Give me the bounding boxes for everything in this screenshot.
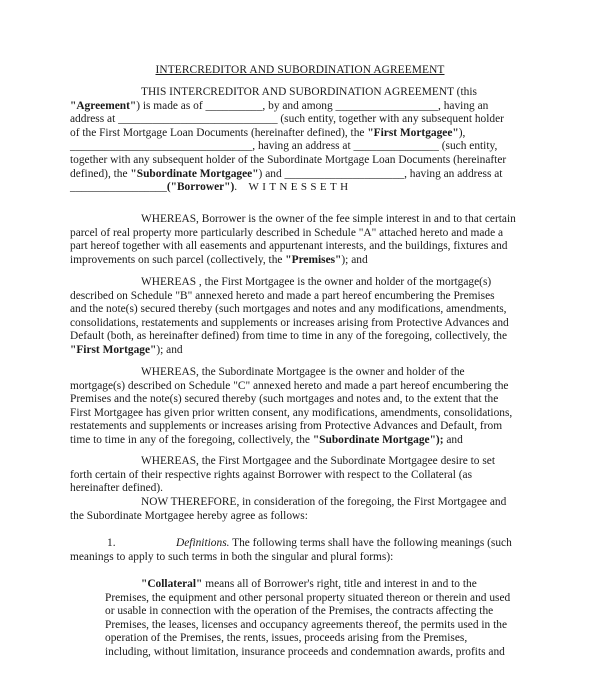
preamble-line: address at ____________________________ (such entity, together with any subsequent holder — [70, 113, 504, 126]
recital-line: hereinafter defined). — [70, 482, 163, 495]
defined-term-first-mortgage: "First Mortgage" — [70, 343, 157, 356]
preamble-text: of the First Mortgage Loan Documents (hereinafter defined), the — [70, 126, 368, 139]
recital-text: and — [443, 433, 463, 446]
recital-text: ); and — [156, 343, 183, 356]
definition-line — [105, 578, 545, 592]
preamble-text: _________________ — [70, 181, 167, 194]
defined-term-borrower: ("Borrower") — [166, 181, 235, 194]
recital-paragraph — [70, 455, 540, 496]
recital-line: forth certain of their respective rights against Borrower with respect to the Collateral (as — [70, 468, 473, 481]
section-heading: Definitions. — [176, 537, 230, 549]
recital-line: described on Schedule "B" annexed hereto and made a part hereof encumbering the Premises — [70, 289, 495, 302]
definition-text: means all of Borrower's right, title and interest in and to the — [202, 578, 477, 590]
defined-term-subordinate-mortgage: "Subordinate Mortgage"); — [312, 433, 444, 446]
now-therefore-paragraph — [70, 496, 540, 523]
defined-term-premises: "Premises" — [285, 253, 342, 266]
recital-line: Default (both, as hereinafter defined) from time to time in any of the foregoing, collectively, the — [70, 330, 508, 343]
section-text: The following terms shall have the following meanings (such — [229, 537, 512, 549]
defined-term-agreement: "Agreement" — [70, 99, 137, 112]
preamble-paragraph — [70, 86, 540, 195]
definition-line: Premises, the equipment and other personal property situated thereon or therein and used — [105, 591, 511, 604]
defined-term-first-mortgagee: "First Mortgagee" — [367, 126, 459, 139]
definition-line: Premises, the leases, licenses and occupancy agreements thereof, the permits used in the — [105, 618, 508, 631]
preamble-line — [70, 127, 540, 141]
witnesseth-heading: WITNESSETH — [248, 181, 352, 193]
section-definitions — [70, 537, 540, 564]
now-therefore-line: the Subordinate Mortgagee hereby agree as follows: — [70, 509, 308, 522]
recital-line: WHEREAS, the First Mortgagee and the Subordinate Mortgagee desire to set — [141, 455, 495, 467]
recital-paragraph — [70, 276, 540, 358]
recital-line: restatements and supplements or increases arising from Protective Advances and Default, from — [70, 420, 503, 433]
preamble-line: together with any subsequent holder of the Subordinate Mortgage Loan Documents (hereinafter — [70, 153, 507, 166]
preamble-line — [70, 100, 540, 114]
recital-line: parcel of real property more particularly described in Schedule "A" attached hereto and made a — [70, 226, 504, 239]
recital-line: WHEREAS, the Subordinate Mortgagee is the owner and holder of the — [141, 366, 465, 378]
recital-line — [70, 254, 540, 268]
section-number: 1. — [107, 537, 116, 549]
preamble-text: ) is made as of __________, by and among __________________, having an — [136, 99, 489, 112]
recital-line — [70, 434, 540, 448]
recital-text: improvements on such parcel (collectively, the — [70, 253, 286, 266]
recital-paragraph — [70, 213, 540, 267]
collateral-definition — [105, 578, 545, 660]
definition-line: including, without limitation, insurance proceeds and condemnation awards, profits and — [105, 645, 505, 658]
definition-line: or usable in connection with the operation of the Premises, the contracts affecting the — [105, 605, 494, 618]
defined-term-collateral: "Collateral" — [141, 578, 203, 590]
recital-text: ); and — [341, 253, 368, 266]
recital-line: and the note(s) secured thereby (such mortgages and notes and any modifications, amendments, — [70, 303, 507, 316]
defined-term-subordinate-mortgagee: "Subordinate Mortgagee" — [130, 167, 259, 180]
recital-text: time to time in any of the foregoing, collectively, the — [70, 433, 313, 446]
recital-line: Premises and the note(s) secured thereby (such mortgages and notes and, to the extent that the — [70, 393, 499, 406]
definition-line: operation of the Premises, the rents, issues, proceeds arising from the Premises, — [105, 632, 468, 645]
preamble-text: defined), the — [70, 167, 131, 180]
document-title: INTERCREDITOR AND SUBORDINATION AGREEMENT — [155, 64, 445, 76]
preamble-text: ), — [458, 126, 466, 139]
now-therefore-line: NOW THEREFORE, in consideration of the foregoing, the First Mortgagee and — [141, 496, 507, 508]
preamble-line: THIS INTERCREDITOR AND SUBORDINATION AGREEMENT (this — [141, 86, 477, 98]
section-line: meanings to apply to such terms in both the singular and plural forms): — [70, 550, 394, 563]
preamble-line — [70, 168, 540, 182]
section-heading-line — [70, 537, 540, 551]
preamble-line: ________________________________, having an address at _______________ (such entity, — [70, 140, 498, 153]
recital-line: mortgage(s) described on Schedule "C" annexed hereto and made a part hereof encumbering the — [70, 379, 509, 392]
recital-line: WHEREAS , the First Mortgagee is the owner and holder of the mortgage(s) — [141, 276, 492, 288]
recital-line: WHEREAS, Borrower is the owner of the fee simple interest in and to that certain — [141, 213, 516, 225]
recital-line: part hereof together with all easements and appurtenant interests, and the buildings, fixtures and — [70, 240, 508, 253]
recital-line — [70, 344, 540, 358]
recital-line: First Mortgagee has given prior written consent, any modifications, amendments, consolidations, — [70, 406, 513, 419]
preamble-text: . — [234, 181, 238, 194]
recital-paragraph — [70, 366, 540, 448]
recital-line: consolidations, restatements and supplements or increases arising from Protective Advances and — [70, 316, 509, 329]
preamble-text: ) and _____________________, having an address at — [258, 167, 503, 180]
